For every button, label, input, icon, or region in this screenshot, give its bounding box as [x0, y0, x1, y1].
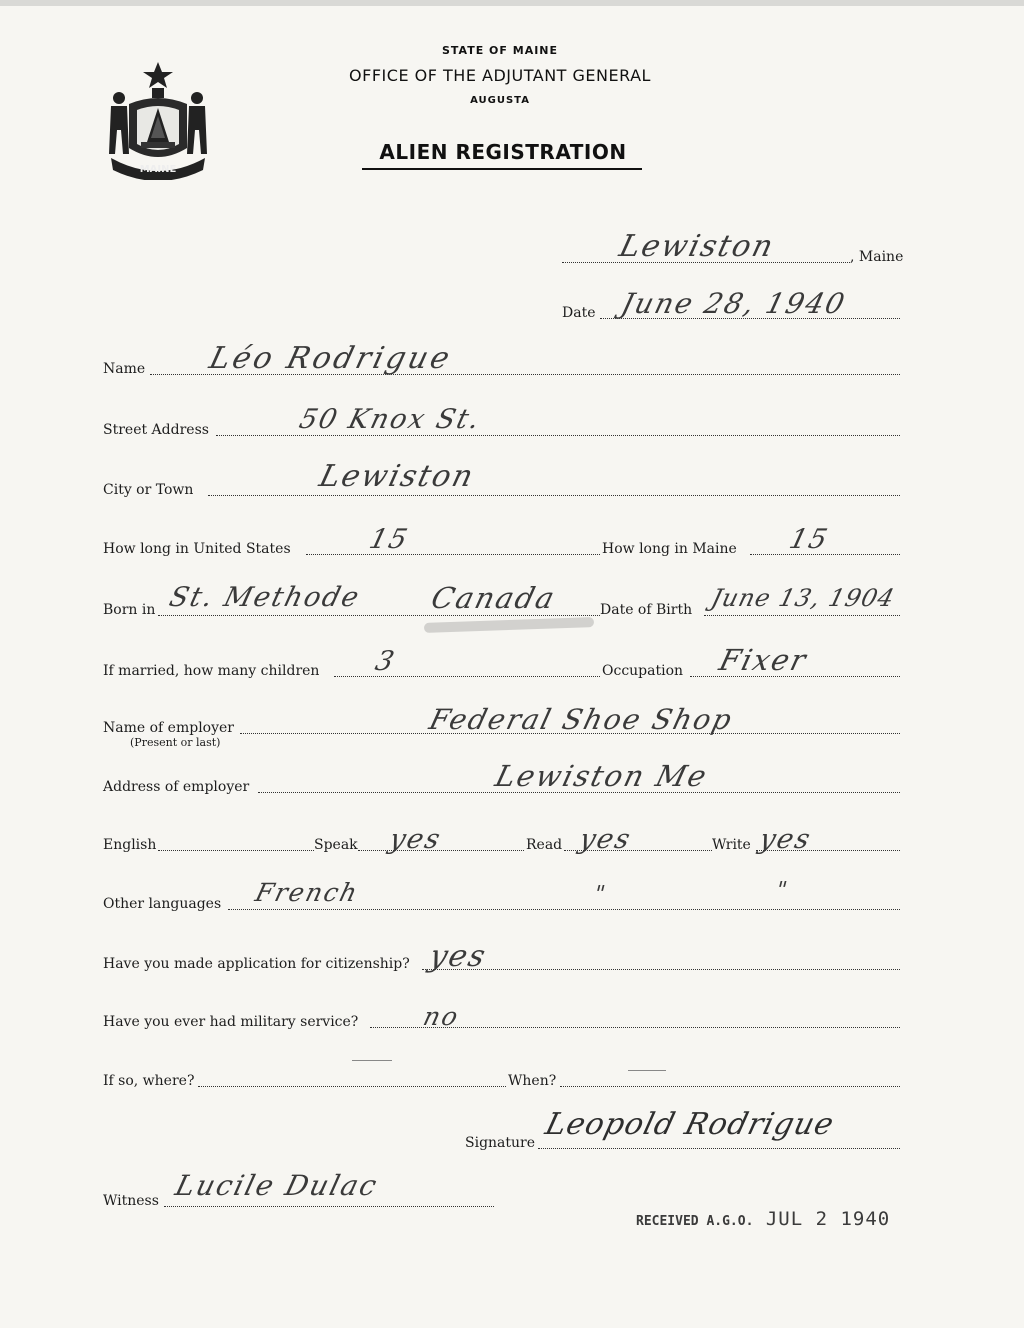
date-value: June 28, 1940 — [618, 287, 850, 320]
stamp-received: RECEIVED A.G.O. — [636, 1214, 754, 1229]
children-value: 3 — [372, 646, 400, 677]
write-value: yes — [756, 824, 815, 855]
witness-label: Witness — [103, 1193, 159, 1209]
other-languages-value: French — [252, 878, 362, 907]
born-in-line — [158, 615, 600, 616]
write-label: Write — [712, 837, 751, 853]
citizenship-line — [422, 969, 900, 970]
occupation-label: Occupation — [602, 663, 684, 679]
english-line — [158, 850, 314, 851]
title-underline — [362, 168, 642, 170]
dob-value: June 13, 1904 — [708, 584, 898, 612]
dob-label: Date of Birth — [600, 602, 693, 618]
employer-label: Name of employer — [103, 720, 234, 736]
how-long-maine-label: How long in Maine — [602, 541, 737, 557]
dob-line — [704, 615, 900, 616]
pencil-smear — [424, 617, 594, 633]
employer-note: (Present or last) — [130, 736, 221, 749]
city-heading: AUGUSTA — [470, 95, 530, 106]
occupation-value: Fixer — [715, 643, 812, 677]
speak-line — [358, 850, 524, 851]
military-value: no — [420, 1002, 463, 1031]
where-line — [198, 1086, 506, 1087]
office-heading: OFFICE OF THE ADJUTANT GENERAL — [349, 66, 651, 85]
signature-line — [538, 1148, 900, 1149]
how-long-us-label: How long in United States — [103, 541, 291, 557]
other-languages-label: Other languages — [103, 896, 222, 912]
read-label: Read — [526, 837, 563, 853]
city-label: City or Town — [103, 482, 194, 498]
citizenship-value: yes — [425, 939, 491, 974]
born-in-country-value: Canada — [427, 581, 560, 615]
military-label: Have you ever had military service? — [103, 1014, 359, 1030]
when-line — [560, 1086, 900, 1087]
street-address-line — [216, 435, 900, 436]
how-long-us-line — [306, 554, 600, 555]
employer-address-value: Lewiston Me — [491, 759, 712, 793]
witness-value: Lucile Dulac — [172, 1169, 382, 1202]
seal-text: MAINE — [139, 164, 177, 175]
maine-label: , Maine — [850, 249, 904, 265]
children-label: If married, how many children — [103, 663, 320, 679]
how-long-maine-value: 15 — [786, 524, 833, 555]
name-label: Name — [103, 361, 146, 377]
employer-value: Federal Shoe Shop — [426, 703, 737, 736]
born-in-label: Born in — [103, 602, 156, 618]
employer-address-label: Address of employer — [103, 779, 250, 795]
place-value: Lewiston — [615, 229, 779, 264]
other-languages-line — [228, 909, 900, 910]
date-label: Date — [562, 305, 596, 321]
form-title: ALIEN REGISTRATION — [379, 140, 627, 164]
street-address-label: Street Address — [103, 422, 209, 438]
state-heading: STATE OF MAINE — [441, 44, 559, 57]
when-label: When? — [508, 1073, 557, 1089]
how-long-us-value: 15 — [366, 524, 413, 555]
born-in-place-value: St. Methode — [166, 582, 364, 613]
speak-value: yes — [386, 824, 445, 855]
scan-edge — [0, 0, 1024, 6]
stamp-date: JUL 2 1940 — [765, 1208, 891, 1230]
dash-mark-when — [628, 1070, 666, 1071]
read-value: yes — [576, 824, 635, 855]
where-label: If so, where? — [103, 1073, 195, 1089]
city-value: Lewiston — [315, 459, 479, 494]
how-long-maine-line — [750, 554, 900, 555]
street-address-value: 50 Knox St. — [296, 404, 485, 435]
ditto-mark-1: " — [591, 882, 610, 907]
name-value: Léo Rodrigue — [205, 341, 456, 376]
city-line — [208, 495, 900, 496]
speak-label: Speak — [314, 837, 358, 853]
state-seal-icon — [103, 58, 213, 180]
english-label: English — [103, 837, 157, 853]
witness-line — [164, 1206, 494, 1207]
dash-mark-where — [352, 1060, 392, 1061]
signature-label: Signature — [465, 1135, 536, 1151]
citizenship-label: Have you made application for citizenship? — [103, 956, 410, 972]
ditto-mark-2: " — [773, 878, 792, 903]
received-stamp — [636, 1208, 890, 1230]
signature-value: Leopold Rodrigue — [541, 1107, 838, 1142]
